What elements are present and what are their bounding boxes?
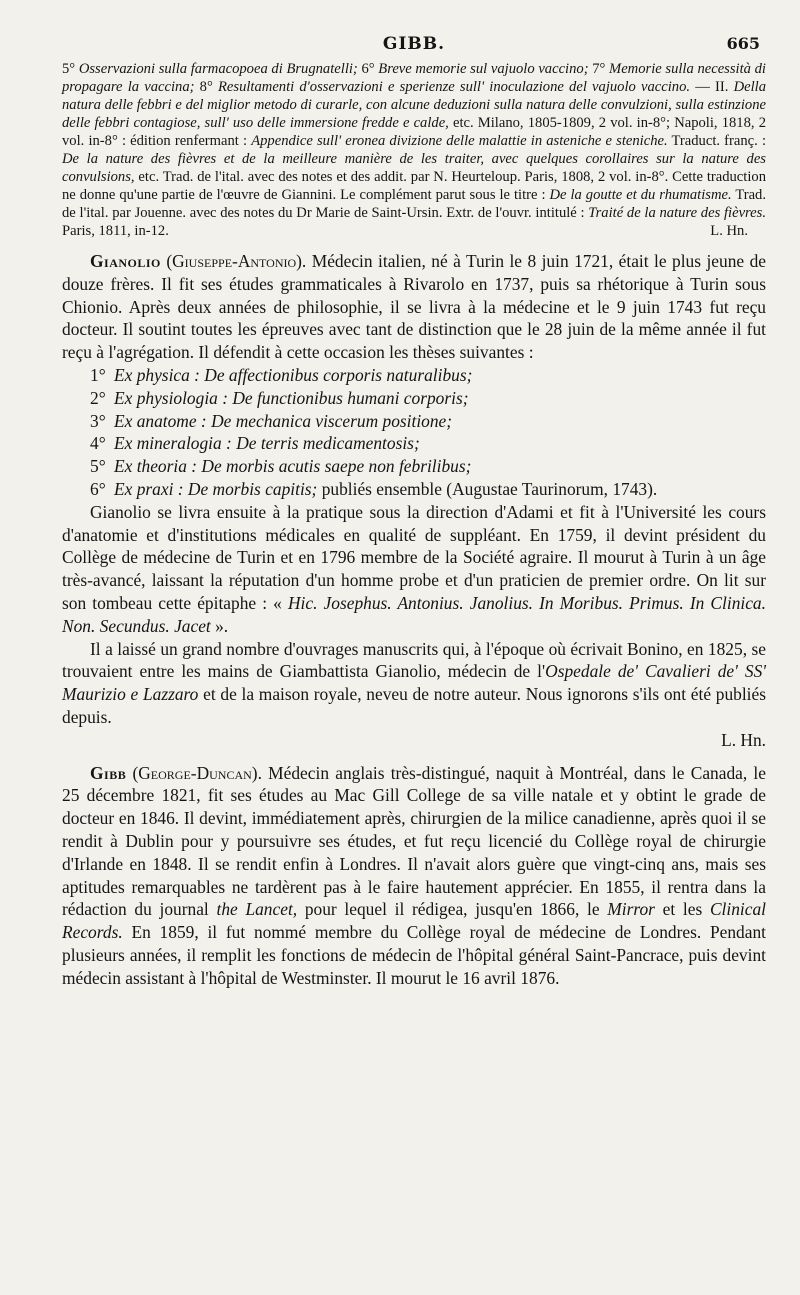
thesis-item bbox=[90, 478, 766, 501]
entry-gianolio bbox=[62, 250, 766, 752]
text-run: Paris, 1811, in-12. bbox=[62, 223, 169, 239]
thesis-item bbox=[90, 455, 766, 478]
entry-intro bbox=[62, 762, 766, 990]
thesis-title: Ex praxi : De morbis capitis; bbox=[114, 478, 318, 499]
thesis-title: Ex physica : De affectionibus corporis naturalibus; bbox=[114, 364, 473, 385]
entry-text: Médecin anglais très-distingué, naquit à Montréal, dans le Canada, le 25 décembre 1821, fit ses études au Mac Gill College de sa ville natale et y obtint le grade de docteur en 1846. Il devint, immédiatement après, chirurgien de la milice canadienne, après quoi il se rendit à Dublin pour y poursuivre ses études, et fut reçu licencié du Collège royal de chirurgie d'Irlande en 1848. Il se rendit enfin à Londres. Il n'avait alors guère que vingt-cinq ans, mais ses aptitudes remarquables ne tardèrent pas à le faire hautement apprécier. En 1855, il rentra dans la rédaction du journal bbox=[62, 762, 766, 920]
entry-text: et de la maison royale, neveu de notre auteur. Nous ignorons s'ils ont été publiés depuis. bbox=[62, 684, 767, 727]
text-run: 7° bbox=[592, 61, 610, 77]
thesis-item bbox=[90, 432, 766, 455]
entry-headword: Gibb bbox=[90, 762, 127, 783]
thesis-number: 3° bbox=[90, 410, 106, 431]
thesis-number: 5° bbox=[90, 456, 106, 477]
italic-title: Memorie sulla necessità di propagare la vaccina; bbox=[62, 61, 766, 95]
text-run: Traduct. franç. : bbox=[667, 133, 766, 149]
text-run: 6° bbox=[361, 61, 379, 77]
thesis-number: 6° bbox=[90, 478, 106, 499]
thesis-list bbox=[62, 364, 766, 501]
page-header bbox=[62, 30, 766, 60]
thesis-item bbox=[90, 410, 766, 433]
text-run: 8° bbox=[199, 79, 218, 95]
text-run: etc. Trad. de l'ital. avec des notes et des addit. par N. Heurteloup. Paris, 1808, 2 vol. in-8°. Cette traduction ne donne qu'une partie de l'œuvre de Giannini. Le complément parut sous le titre : bbox=[62, 169, 766, 203]
text-run: 5° bbox=[62, 61, 79, 77]
italic-title: De la nature des fièvres et de la meilleure manière de les traiter, avec quelques corollaires sur la nature des convulsions, bbox=[62, 151, 766, 185]
thesis-number: 4° bbox=[90, 433, 106, 454]
entry-text: et les bbox=[654, 899, 710, 920]
italic-title: Resultamenti d'osservazioni e sperienze sull' inoculazione del vajuolo vaccino. bbox=[218, 79, 696, 95]
entry-given-names: (Giuseppe-Antonio). bbox=[166, 251, 307, 271]
thesis-item bbox=[90, 387, 766, 410]
thesis-title: Ex physiologia : De functionibus humani corporis; bbox=[114, 387, 469, 408]
entry-paragraph bbox=[62, 638, 766, 729]
running-head: GIBB. bbox=[382, 34, 446, 54]
italic-title: Clinical Records. bbox=[62, 899, 766, 943]
entry-text: En 1859, il fut nommé membre du Collège royal de médecine de Londres. Pendant plusieurs années, il remplit les fonctions de médecin de l'hôpital général Saint-Pancrace, puis devint médecin assistant à l'hôpital de Westminster. Il mourut le 16 avril 1876. bbox=[62, 922, 766, 988]
thesis-number: 1° bbox=[90, 364, 106, 385]
entry-text: Il a laissé un grand nombre d'ouvrages manuscrits qui, à l'époque où écrivait Bonino, en 1825, se trouvaient entre les mains de Giambattista Gianolio, médecin de l' bbox=[62, 638, 766, 682]
thesis-title: Ex mineralogia : De terris medicamentosis; bbox=[114, 433, 420, 454]
entry-paragraph bbox=[62, 501, 766, 638]
italic-title: Ospedale de' Cavalieri de' SS' Maurizio e Lazzaro bbox=[62, 661, 766, 705]
italic-title: Breve memorie sul vajuolo vaccino; bbox=[378, 61, 593, 77]
italic-title: Traité de la nature des fièvres. bbox=[588, 205, 766, 221]
thesis-note: publiés ensemble (Augustae Taurinorum, 1743). bbox=[317, 478, 658, 499]
entry-given-names: (George-Duncan). bbox=[132, 762, 262, 783]
italic-title: Osservazioni sulla farmacopoea di Brugnatelli; bbox=[78, 61, 362, 77]
italic-title: Appendice sull' eronea divizione delle malattie in asteniche e steniche. bbox=[251, 133, 668, 149]
italic-title: Mirror bbox=[607, 899, 655, 920]
entry-gibb bbox=[62, 762, 766, 990]
thesis-item bbox=[90, 364, 766, 387]
author-signature: L. Hn. bbox=[710, 223, 748, 239]
giannini-continuation bbox=[62, 60, 766, 240]
author-signature: L. Hn. bbox=[721, 729, 766, 750]
thesis-number: 2° bbox=[90, 387, 106, 408]
entry-text: pour lequel il rédigea, jusqu'en 1866, le bbox=[297, 899, 608, 920]
bibliography-paragraph bbox=[62, 60, 766, 240]
page-number: 665 bbox=[726, 34, 760, 53]
thesis-title: Ex anatome : De mechanica viscerum positione; bbox=[114, 410, 453, 431]
epitaph: Hic. Josephus. Antonius. Janolius. In Moribus. Primus. In Clinica. Non. Secundus. Jacet bbox=[62, 592, 766, 636]
entry-text: ». bbox=[210, 615, 229, 636]
italic-title: De la goutte et du rhumatisme. bbox=[549, 187, 732, 203]
thesis-title: Ex theoria : De morbis acutis saepe non febrilibus; bbox=[114, 456, 472, 477]
italic-title: the Lancet, bbox=[216, 899, 298, 920]
text-run: etc. Milano, 1805-1809, 2 vol. in-8°; Napoli, 1818, 2 vol. in-8° : édition renfermant : bbox=[62, 115, 766, 149]
text-run: — II. bbox=[695, 79, 734, 95]
italic-title: Della natura delle febbri e del miglior metodo di curarle, con alcune deduzioni sulla natura delle convulzioni, sulla estinzione delle febbri contagiose, sull' uso delle immersione fredde e calde, bbox=[62, 79, 766, 131]
text-run: Trad. de l'ital. par Jouenne. avec des notes du Dr Marie de Saint-Ursin. Extr. de l'ouvr. intitulé : bbox=[62, 187, 766, 221]
entry-intro bbox=[62, 250, 766, 364]
entry-text: Gianolio se livra ensuite à la pratique sous la direction d'Adami et fit à l'Université les cours d'anatomie et d'institutions médicales en qualité de suppléant. En 1759, il devint président du Collège de médecine de Turin et en 1796 membre de la Société agraire. Il mourut à Turin à un âge très-avancé, laissant la réputation d'un homme probe et d'un praticien de premier ordre. On lit sur son tombeau cette épitaphe : « bbox=[62, 501, 766, 613]
entry-text: Médecin italien, né à Turin le 8 juin 1721, était le plus jeune de douze frères. Il fit ses études grammaticales à Rivarolo en 1737, puis sa rhétorique à Turin sous Chionio. Après deux années de philosophie, il se livra à la médecine et le 9 juin 1743 fut reçu docteur. Il soutint toutes les épreuves avec tant de distinction que le 28 juin de la même année il fut reçu à l'agrégation. Il défendit à cette occasion les thèses suivantes : bbox=[62, 251, 766, 363]
entry-headword: Gianolio bbox=[90, 251, 161, 271]
